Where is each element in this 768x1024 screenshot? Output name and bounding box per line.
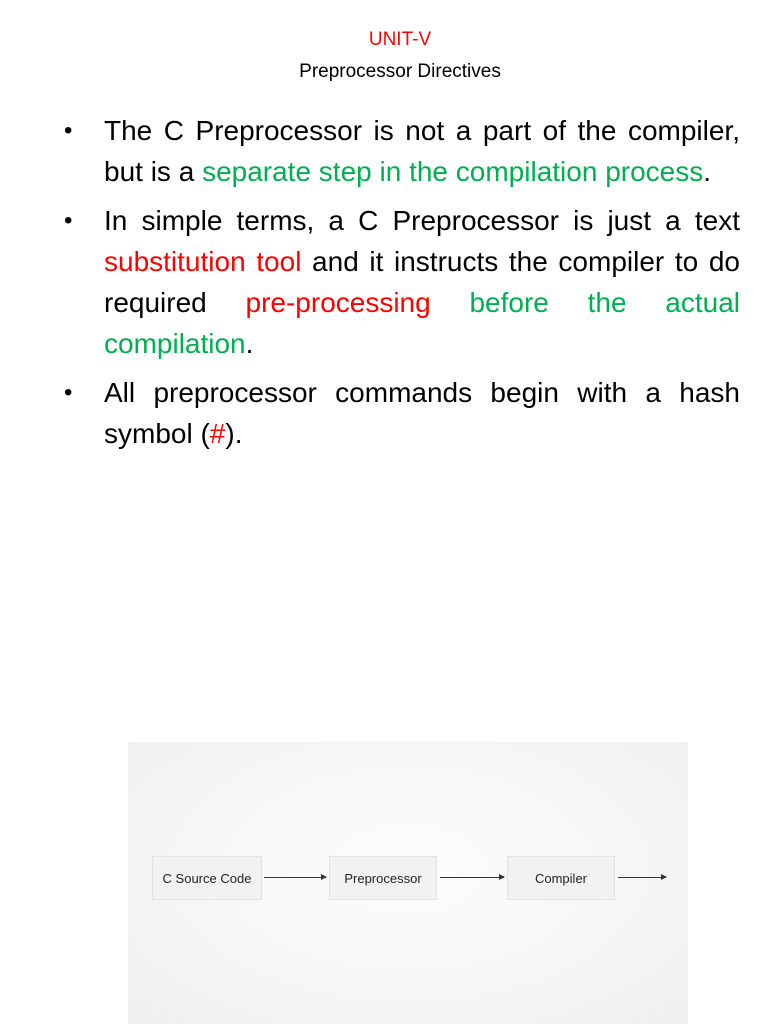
red-highlight: # [209,418,226,449]
bullet-item [60,200,740,364]
slide-title: Preprocessor Directives [299,61,501,82]
text-segment: In simple terms, a C Preprocessor is just a text [104,205,740,236]
arrow-right-icon [264,877,326,878]
text-segment: All preprocessor commands begin with a hash symbol ( [104,377,740,449]
text-segment: ). [225,418,243,449]
compilation-flow-diagram [128,742,688,1024]
bullet-icon: • [64,117,73,144]
red-highlight: substitution tool [104,246,302,277]
text-segment: . [245,328,254,359]
green-highlight: separate step in the compilation process [202,156,704,187]
bullet-list [60,110,740,462]
text-segment [431,287,470,318]
preprocessor-box: Preprocessor [329,856,437,900]
bullet-icon: • [64,379,73,406]
compiler-box: Compiler [507,856,615,900]
unit-title: UNIT-V [368,29,432,50]
text-segment: The C Preprocessor is not a part of the compiler, but is a [104,115,740,187]
bullet-item [60,110,740,192]
arrow-right-icon [618,877,666,878]
arrow-right-icon [440,877,504,878]
text-segment: . [703,156,712,187]
green-highlight: before the actual compilation [104,287,741,359]
bullet-text [104,110,740,192]
bullet-icon: • [64,207,73,234]
text-segment: and it instructs the compiler to do required [104,246,740,318]
bullet-item [60,372,740,454]
bullet-text [104,200,740,364]
source-code-box: C Source Code [152,856,262,900]
bullet-text [104,372,740,454]
red-highlight: pre-processing [245,287,431,318]
